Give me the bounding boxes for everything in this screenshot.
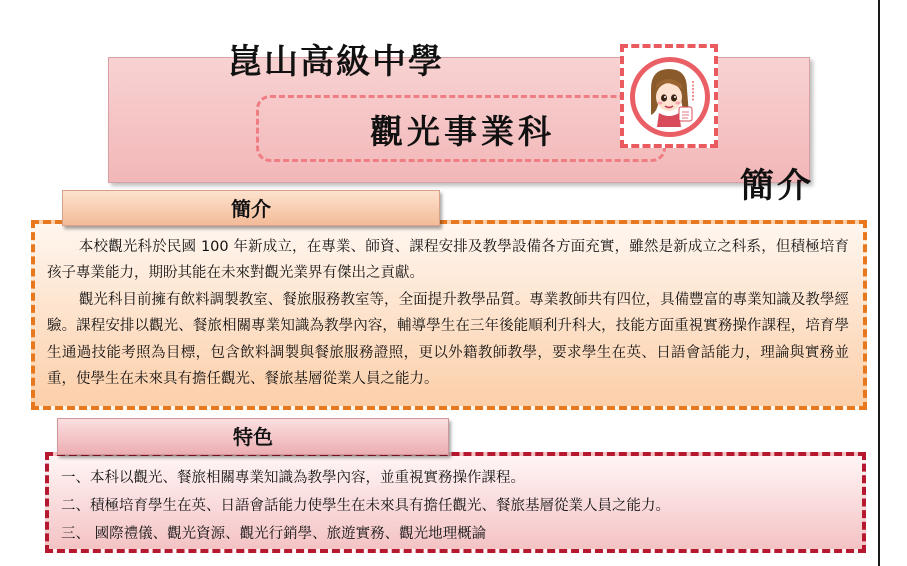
intro-paragraph-2: 觀光科目前擁有飲料調製教室、餐旅服務教室等，全面提升教學品質。專業教師共有四位，具備豐富的專業知識及教學經驗。課程安排以觀光、餐旅相關專業知識為教學內容，輔導學生在三年後能順利升科大，技能方面重視實務操作課程，培育學生通過技能考照為目標，包含飲料調製與餐旅服務證照，更以外籍教師教學，要求學生在英、日語會話能力，理論與實務並重，使學生在未來具有擔任觀光、餐旅基層從業人員之能力。	[47, 291, 849, 388]
feature-item-3: 三、 國際禮儀、觀光資源、觀光行銷學、旅遊實務、觀光地理概論	[61, 526, 487, 542]
intro-panel	[31, 220, 867, 410]
intro-paragraph-1: 本校觀光科於民國 100 年新成立，在專業、師資、課程安排及教學設備各方面充實，雖然是新成立之科系，但積極培育孩子專業能力，期盼其能在未來對觀光業界有傑出之貢獻。	[47, 239, 849, 282]
features-panel	[45, 452, 866, 553]
school-name: 崑山高級中學	[228, 42, 444, 82]
department-title: 觀光事業科	[370, 112, 555, 151]
mascot-girl-icon	[629, 55, 711, 139]
features-section-tab: 特色	[57, 418, 449, 455]
page-edge-line	[878, 0, 880, 566]
intro-section-tab: 簡介	[62, 190, 440, 226]
intro-heading-large: 簡介	[740, 166, 814, 206]
feature-item-2: 二、積極培育學生在英、日語會話能力使學生在未來具有擔任觀光、餐旅基層從業人員之能力。	[61, 498, 670, 514]
feature-item-1: 一、本科以觀光、餐旅相關專業知識為教學內容，並重視實務操作課程。	[61, 470, 525, 486]
